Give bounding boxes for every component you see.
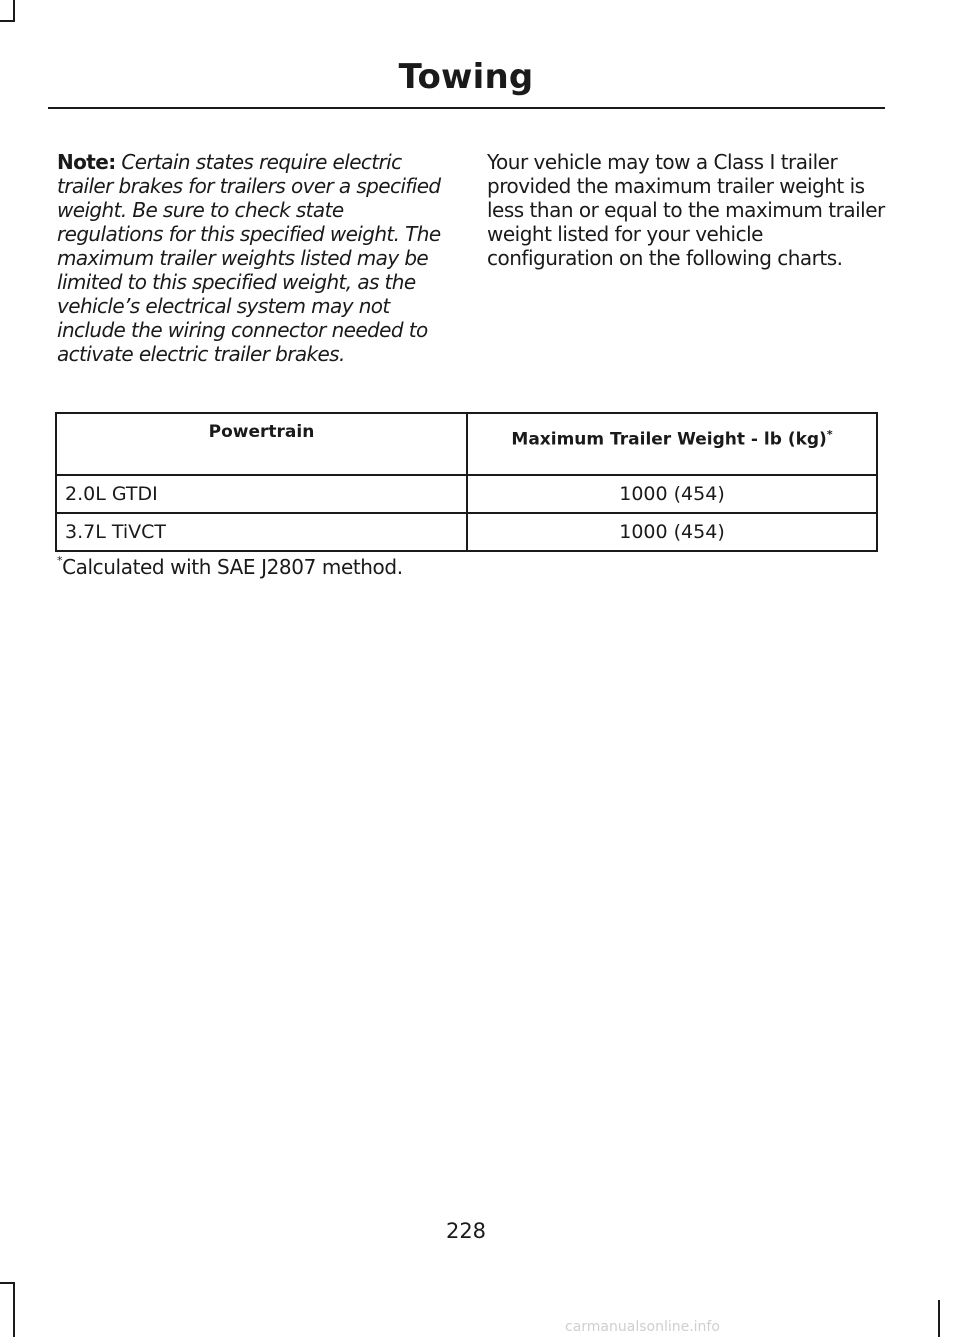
crop-mark-bottom-left-vertical xyxy=(13,1282,15,1337)
note-paragraph xyxy=(57,150,452,366)
watermark-text: carmanualsonline.info xyxy=(565,1319,720,1335)
note-text: Certain states require electric trailer brakes for trailers over a specified weight. Be sure to check state regulations for this specified weight. The maximum trailer weights listed may be limited to this specified weight, as the vehicle’s electrical system may not include the wiring connector needed to activate electric trailer brakes. xyxy=(57,150,441,366)
footnote-marker: * xyxy=(57,554,63,567)
header-footnote-marker: * xyxy=(826,428,833,441)
footnote-text: Calculated with SAE J2807 method. xyxy=(62,555,403,579)
note-label: Note: xyxy=(57,150,116,174)
cell-weight: 1000 (454) xyxy=(467,513,877,551)
header-powertrain: Powertrain xyxy=(56,413,467,475)
page-title: Towing xyxy=(398,57,534,97)
trailer-weight-table xyxy=(55,412,878,552)
crop-mark-top-left-horizontal xyxy=(0,20,15,22)
towing-paragraph: Your vehicle may tow a Class I trailer provided the maximum trailer weight is less than or equal to the maximum trailer weight listed for your vehicle configuration on the following charts. xyxy=(487,150,885,270)
page-number: 228 xyxy=(445,1219,487,1243)
cell-weight: 1000 (454) xyxy=(467,475,877,513)
crop-mark-bottom-right-vertical xyxy=(938,1300,940,1337)
crop-mark-top-left-vertical xyxy=(13,0,15,22)
footnote xyxy=(57,548,403,580)
header-max-trailer-weight: Maximum Trailer Weight - lb (kg)* xyxy=(467,413,877,475)
header-rule xyxy=(48,107,885,109)
cell-powertrain: 2.0L GTDI xyxy=(56,475,467,513)
table-row xyxy=(56,475,877,513)
table-row xyxy=(56,513,877,551)
table-header-row xyxy=(56,413,877,475)
cell-powertrain: 3.7L TiVCT xyxy=(56,513,467,551)
crop-mark-bottom-left-horizontal xyxy=(0,1282,15,1284)
